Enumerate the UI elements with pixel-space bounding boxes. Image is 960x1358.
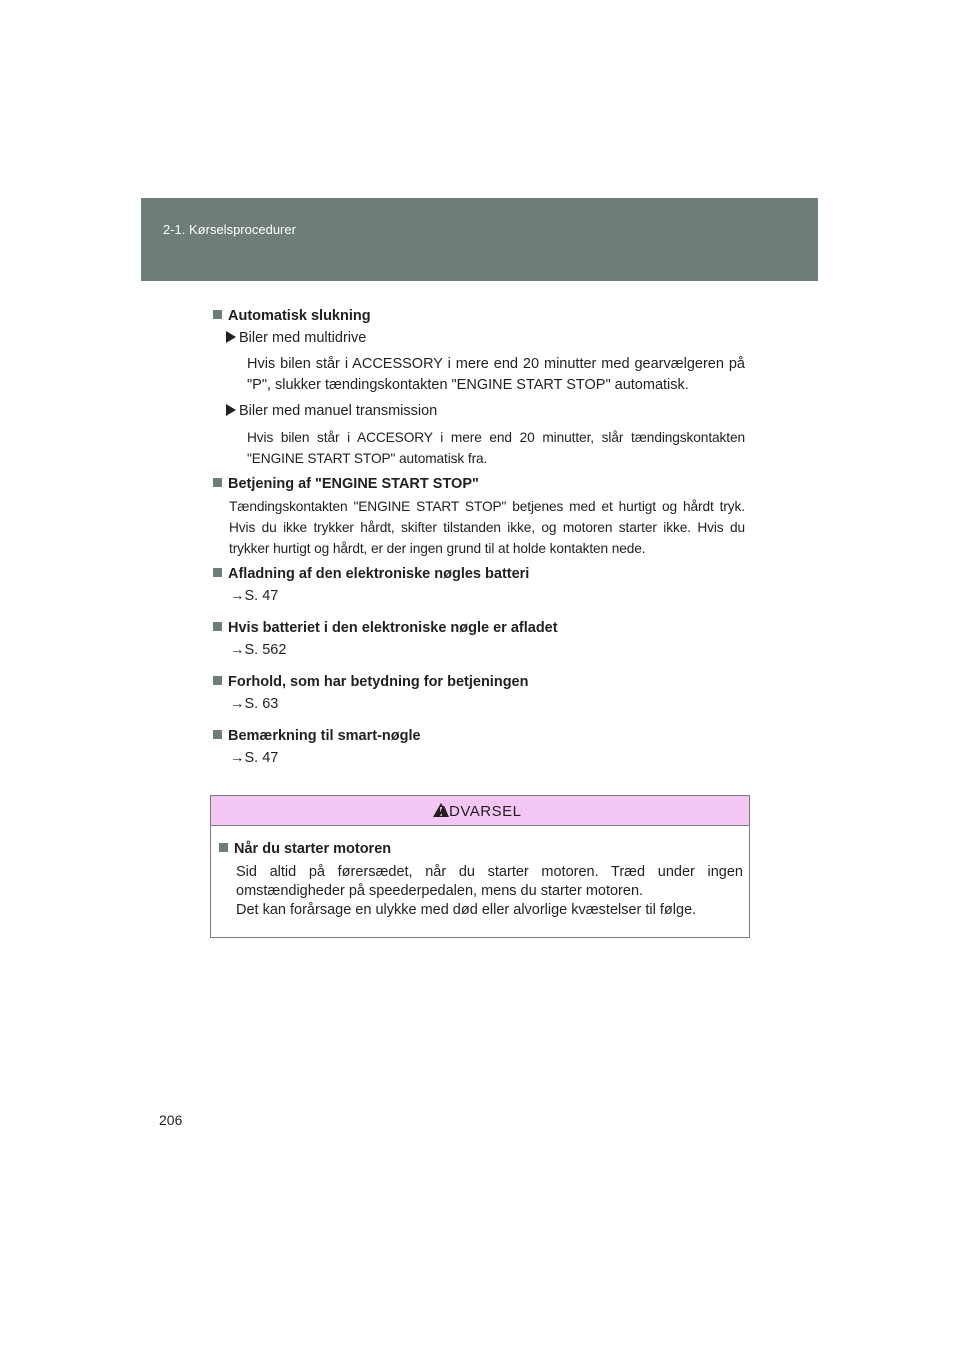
warning-header: [211, 796, 749, 826]
warning-label: ADVARSEL: [438, 803, 522, 820]
square-bullet-icon: [213, 310, 222, 319]
subheading-multidrive: Biler med multidrive: [213, 328, 745, 354]
page-reference: →S. 63: [230, 696, 279, 712]
main-content: [213, 306, 745, 780]
section-heading: Betjening af "ENGINE START STOP": [213, 474, 745, 496]
triangle-bullet-icon: [226, 404, 236, 416]
warning-heading: Når du starter motoren: [219, 839, 743, 859]
warning-text: Sid altid på førersædet, når du starter motoren. Træd under ingen omstændigheder på speederpedalen, mens du starter motoren.: [236, 864, 743, 899]
section-heading: Afladning af den elektroniske nøgles batteri: [213, 564, 745, 586]
square-bullet-icon: [213, 568, 222, 577]
section-heading: Bemærkning til smart-nøgle: [213, 726, 745, 748]
page-reference: →S. 47: [230, 588, 279, 604]
paragraph: Hvis bilen står i ACCESORY i mere end 20 minutter, slår tændingskontakten "ENGINE START STOP" automatisk fra.: [247, 430, 745, 466]
section-heading: Forhold, som har betydning for betjeningen: [213, 672, 745, 694]
square-bullet-icon: [219, 843, 228, 852]
section-heading: Hvis batteriet i den elektroniske nøgle er afladet: [213, 618, 745, 640]
section-heading: Automatisk slukning: [213, 306, 745, 328]
warning-box: [210, 795, 750, 938]
square-bullet-icon: [213, 622, 222, 631]
warning-body: [211, 826, 749, 920]
chapter-title: 2-1. Kørselsprocedurer: [163, 222, 296, 237]
paragraph: Tændingskontakten "ENGINE START STOP" betjenes med et hurtigt og hårdt tryk. Hvis du ikke trykker hårdt, skifter tilstanden ikke, og motoren starter ikke. Hvis du trykker hurtigt og hårdt, er der ingen grund til at holde kontakten nede.: [229, 499, 745, 556]
warning-text: Det kan forårsage en ulykke med død eller alvorlige kvæstelser til følge.: [236, 902, 697, 918]
paragraph: Hvis bilen står i ACCESSORY i mere end 20 minutter med gearvælgeren på "P", slukker tændingskontakten "ENGINE START STOP" automatisk.: [247, 356, 745, 393]
chapter-header: [141, 198, 818, 281]
page-reference: →S. 47: [230, 750, 279, 766]
square-bullet-icon: [213, 478, 222, 487]
triangle-bullet-icon: [226, 331, 236, 343]
square-bullet-icon: [213, 676, 222, 685]
subheading-manual: Biler med manuel transmission: [213, 401, 745, 427]
page-number: 206: [159, 1112, 183, 1128]
square-bullet-icon: [213, 730, 222, 739]
page-reference: →S. 562: [230, 642, 287, 658]
